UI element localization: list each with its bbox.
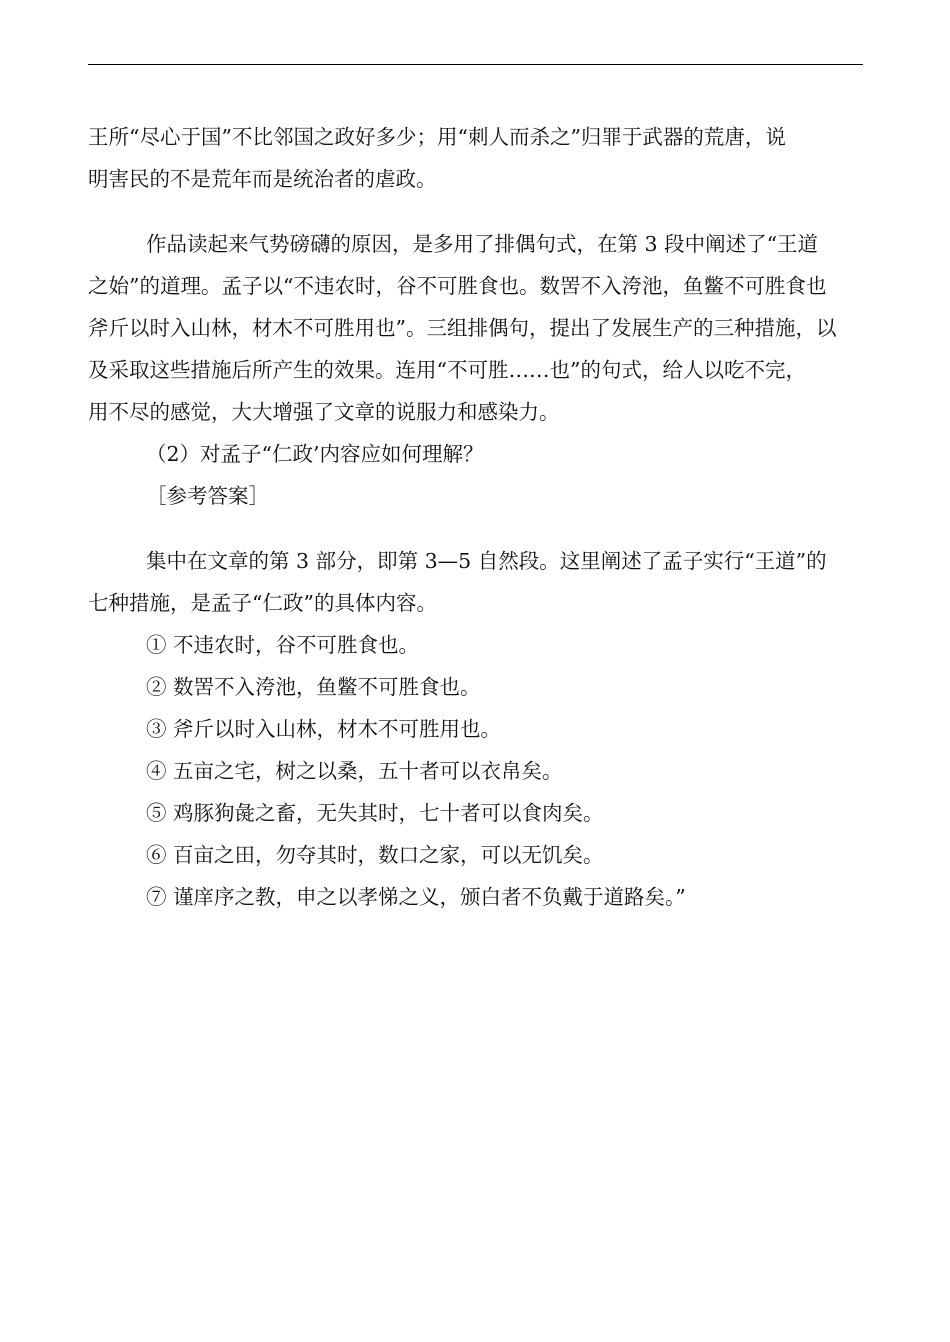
paragraph-line: 斧斤以时入山林，材木不可胜用也”。三组排偶句，提出了发展生产的三种措施，以 xyxy=(88,316,837,340)
paragraph-line: 及采取这些措施后所产生的效果。连用“不可胜……也”的句式，给人以吃不完， xyxy=(88,358,806,382)
paragraph-line: 之始”的道理。孟子以“不违农时，谷不可胜食也。数罟不入洿池，鱼鳖不可胜食也 xyxy=(88,274,827,298)
paragraph-continuation xyxy=(88,116,863,200)
answer-label: ［参考答案］ xyxy=(146,484,269,508)
list-item: ⑦ 谨庠序之教，申之以孝悌之义，颁白者不负戴于道路矣。” xyxy=(146,885,686,909)
paragraph-parallelism xyxy=(88,223,863,433)
paragraph-line: 明害民的不是荒年而是统治者的虐政。 xyxy=(88,167,437,191)
header-rule xyxy=(88,64,863,65)
paragraph-answer xyxy=(88,540,863,624)
paragraph-line: 用不尽的感觉，大大增强了文章的说服力和感染力。 xyxy=(88,400,560,424)
list-item: ⑤ 鸡豚狗彘之畜，无失其时，七十者可以食肉矣。 xyxy=(146,801,604,825)
list-item: ④ 五亩之宅，树之以桑，五十者可以衣帛矣。 xyxy=(146,759,563,783)
list-item: ② 数罟不入洿池，鱼鳖不可胜食也。 xyxy=(146,675,481,699)
paragraph-line: 作品读起来气势磅礴的原因，是多用了排偶句式，在第 3 段中阐述了“王道 xyxy=(146,232,819,256)
paragraph-line: 集中在文章的第 3 部分，即第 3—5 自然段。这里阐述了孟子实行“王道”的 xyxy=(146,549,827,573)
list-item: ③ 斧斤以时入山林，材木不可胜用也。 xyxy=(146,717,502,741)
paragraph-line: 七种措施，是孟子“仁政”的具体内容。 xyxy=(88,591,437,615)
list-item: ⑥ 百亩之田，勿夺其时，数口之家，可以无饥矣。 xyxy=(146,843,604,867)
list-item: ① 不违农时，谷不可胜食也。 xyxy=(146,633,420,657)
question-heading: （2）对孟子“仁政’内容应如何理解？ xyxy=(146,442,484,466)
document-body xyxy=(88,116,863,918)
paragraph-line: 王所“尽心于国”不比邻国之政好多少；用“刺人而杀之”归罪于武器的荒唐，说 xyxy=(88,125,786,149)
